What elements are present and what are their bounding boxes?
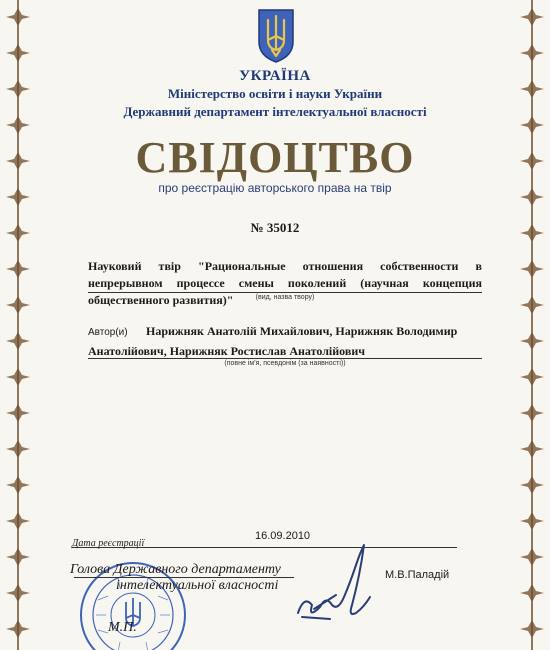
registration-date-label: Дата реєстрації xyxy=(72,538,145,549)
border-star-ornament xyxy=(520,224,544,242)
author-hint: (повне ім'я, псевдонім (за наявності)) xyxy=(224,360,346,367)
border-star-ornament xyxy=(520,8,544,26)
work-underline xyxy=(88,292,482,293)
left-ornamental-border xyxy=(4,0,32,650)
border-star-ornament xyxy=(520,620,544,638)
border-star-ornament xyxy=(6,188,30,206)
right-border-art xyxy=(518,0,546,650)
border-star-ornament xyxy=(520,404,544,422)
seal-place-mark: М.П. xyxy=(108,620,137,635)
issuer-header xyxy=(40,68,510,120)
border-star-ornament xyxy=(520,44,544,62)
signatory-position-line2: інтелектуальної власності xyxy=(116,578,279,593)
border-star-ornament xyxy=(6,440,30,458)
border-star-ornament xyxy=(6,116,30,134)
border-star-ornament xyxy=(520,188,544,206)
document-subtitle: про реєстрацію авторського права на твір xyxy=(158,181,392,195)
author-block xyxy=(88,322,482,360)
ministry-name: Міністерство освіти і науки України xyxy=(167,86,383,101)
work-hint: (вид, назва твору) xyxy=(255,294,315,301)
border-star-ornament xyxy=(6,404,30,422)
border-star-ornament xyxy=(6,476,30,494)
border-star-ornament xyxy=(6,332,30,350)
border-star-ornament xyxy=(520,152,544,170)
author-underline xyxy=(88,358,482,359)
registration-date: 16.09.2010 xyxy=(255,530,311,542)
border-star-ornament xyxy=(6,368,30,386)
border-star-ornament xyxy=(6,44,30,62)
border-star-ornament xyxy=(6,584,30,602)
country-name: УКРАЇНА xyxy=(239,68,311,84)
trident-emblem-icon xyxy=(255,6,297,64)
border-star-ornament xyxy=(520,548,544,566)
border-star-ornament xyxy=(6,620,30,638)
border-star-ornament xyxy=(6,548,30,566)
author-label: Автор(и) xyxy=(88,327,128,338)
signatory-name: М.В.Паладій xyxy=(385,569,450,581)
border-star-ornament xyxy=(520,368,544,386)
border-star-ornament xyxy=(520,440,544,458)
work-name: "Рациональные отношения собственности в непрерывном процессе смены поколений (научная концепция общественного развития)" xyxy=(88,259,482,307)
border-star-ornament xyxy=(520,512,544,530)
border-star-ornament xyxy=(6,260,30,278)
handwritten-signature xyxy=(290,535,390,635)
border-star-ornament xyxy=(520,260,544,278)
border-star-ornament xyxy=(6,224,30,242)
border-star-ornament xyxy=(6,152,30,170)
border-star-ornament xyxy=(520,116,544,134)
border-star-ornament xyxy=(6,8,30,26)
border-star-ornament xyxy=(520,476,544,494)
certificate-number: № 35012 xyxy=(250,220,300,235)
signatory-position-line1: Голова Державного департаменту xyxy=(70,562,281,577)
border-star-ornament xyxy=(520,80,544,98)
border-star-ornament xyxy=(6,80,30,98)
work-description xyxy=(88,258,482,309)
right-ornamental-border xyxy=(518,0,546,650)
border-star-ornament xyxy=(6,512,30,530)
work-label: Науковий твір xyxy=(88,259,181,273)
border-star-ornament xyxy=(520,296,544,314)
left-border-art xyxy=(4,0,32,650)
document-title: СВІДОЦТВО xyxy=(135,133,415,182)
department-name: Державний департамент інтелектуальної власності xyxy=(123,104,427,119)
border-star-ornament xyxy=(520,584,544,602)
author-names: Нарижняк Анатолій Михайлович, Нарижняк Володимир Анатолійович, Нарижняк Ростислав Анатолійович xyxy=(88,324,458,358)
border-star-ornament xyxy=(6,296,30,314)
border-star-ornament xyxy=(520,332,544,350)
